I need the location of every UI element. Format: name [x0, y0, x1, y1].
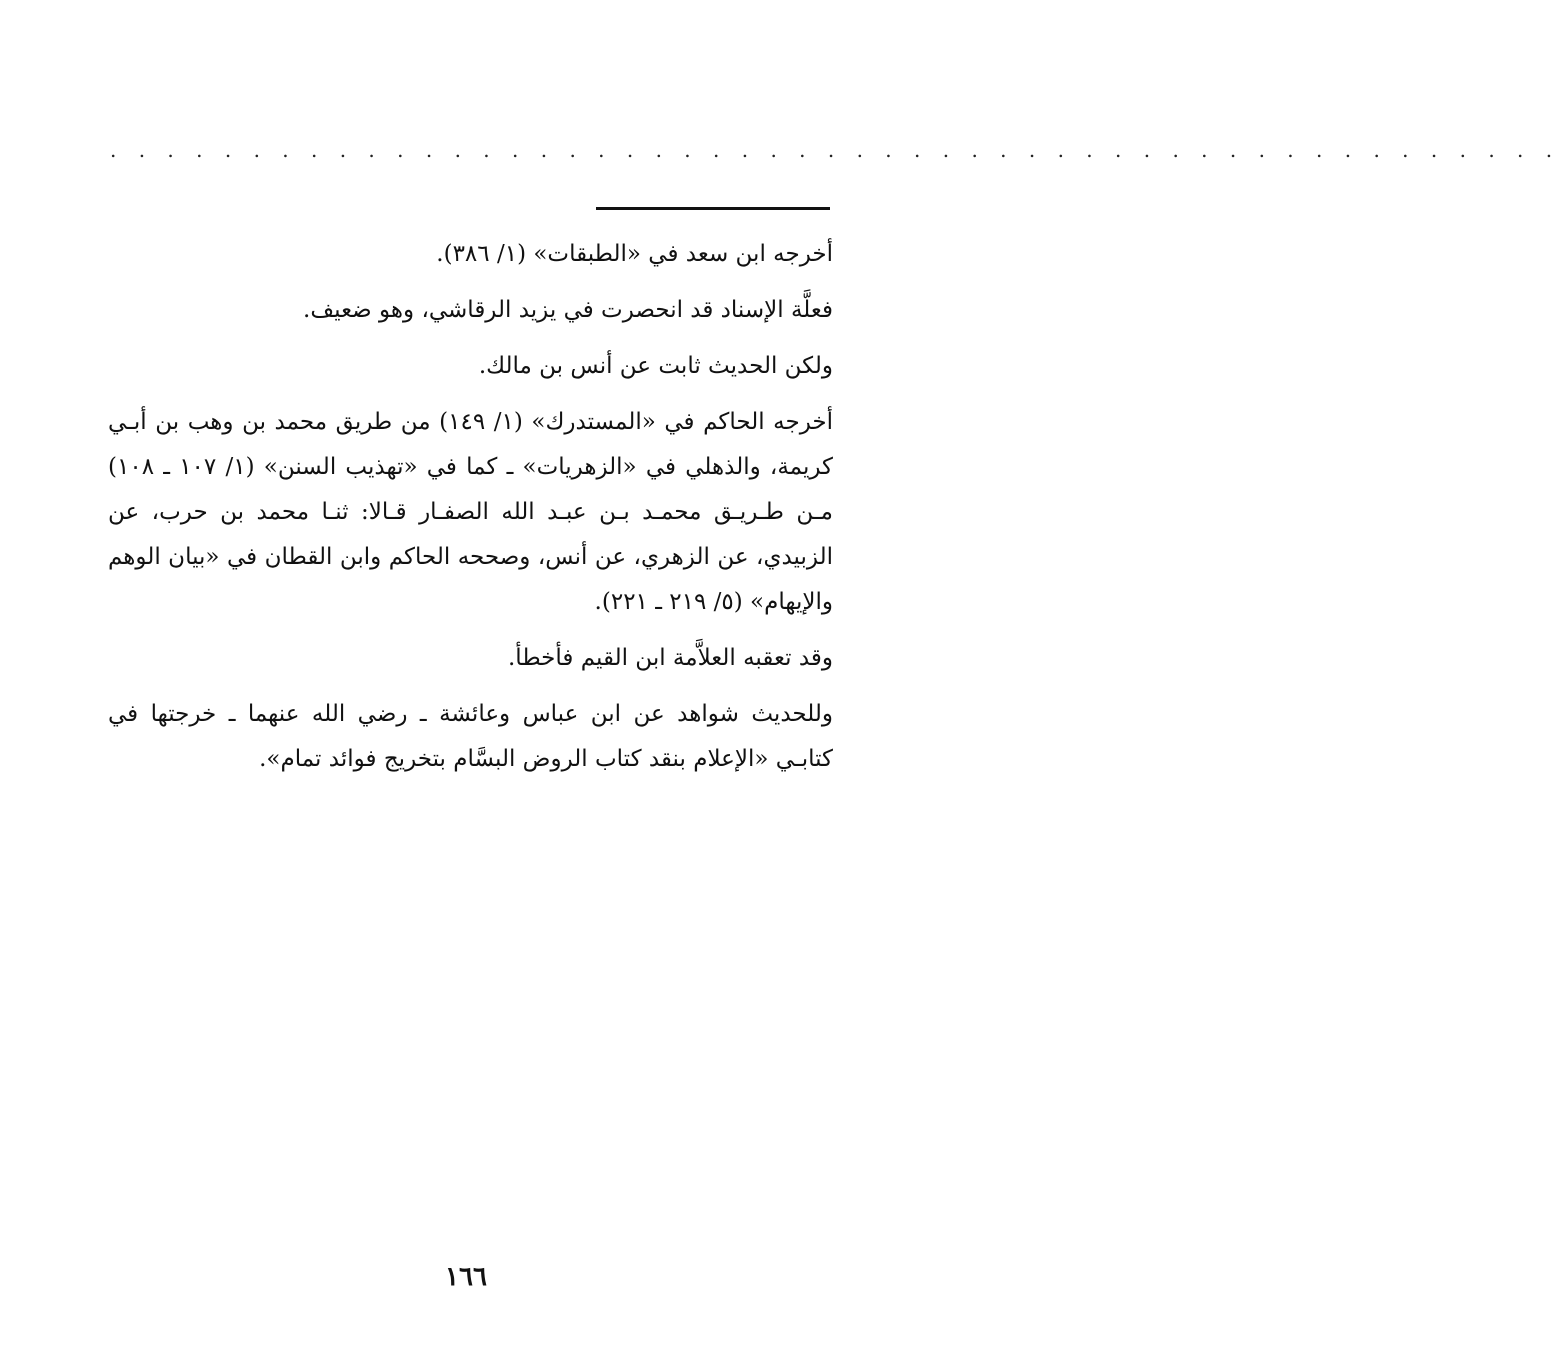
footnote-paragraph: فعلَّة الإسناد قد انحصرت في يزيد الرقاشي، وهو ضعيف.	[303, 297, 833, 323]
footnotes-block	[108, 232, 833, 793]
footnote-paragraph: أخرجه ابن سعد في «الطبقات» (١/ ٣٨٦).	[436, 241, 833, 267]
footnote-paragraph: ولكن الحديث ثابت عن أنس بن مالك.	[478, 353, 833, 379]
footnote-paragraph: أخرجه الحاكم في «المستدرك» (١/ ١٤٩) من طريق محمد بن وهب بن أبـي كريمة، والذهلي في «الزهريات» ـ كما في «تهذيب السنن» (١/ ١٠٧ ـ ١٠٨) مـن طـريـق محمـد بـن عبـد الله الصفـار قـالا: ثنـا محمد بن حرب، عن الزبيدي، عن الزهري، عن أنس، وصححه الحاكم وابن القطان في «بيان الوهم والإيهام» (٥/ ٢١٩ ـ ٢٢١).	[108, 409, 833, 615]
footnote-paragraph: وقد تعقبه العلاَّمة ابن القيم فأخطأ.	[508, 645, 833, 671]
page-number: ١٦٦	[445, 1262, 487, 1292]
footnote-rule	[596, 207, 830, 210]
dotted-separator: . . . . . . . . . . . . . . . . . . . . . . . . . . . . . . . . . . . . . . . . . . . . . . . . . . .	[110, 138, 1560, 162]
footnote-paragraph: وللحديث شواهد عن ابن عباس وعائشة ـ رضي الله عنهما ـ خرجتها في كتابـي «الإعلام بنقد كتاب الروض البسَّام بتخريج فوائد تمام».	[108, 701, 833, 772]
